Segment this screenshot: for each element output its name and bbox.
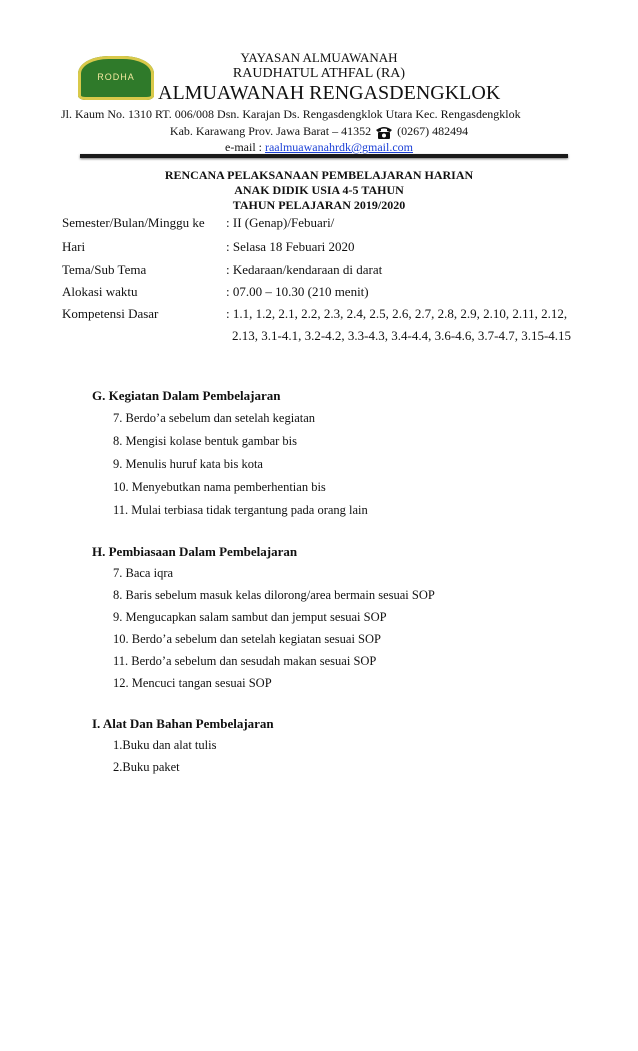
info-label: Hari: [62, 239, 86, 254]
email-label: e-mail :: [225, 140, 265, 154]
phone-number: (0267) 482494: [397, 124, 469, 138]
info-value-continued: 2.13, 3.1-4.1, 3.2-4.2, 3.3-4.3, 3.4-4.4, 3.6-4.6, 3.7-4.7, 3.15-4.15: [232, 328, 572, 343]
list-item: 7. Baca iqra: [113, 566, 174, 580]
info-value: : Selasa 18 Febuari 2020: [226, 239, 355, 254]
school-name: ALMUAWANAH RENGASDENGKLOK: [158, 82, 501, 104]
info-value: : Kedaraan/kendaraan di darat: [226, 262, 383, 277]
doc-title-line-2: ANAK DIDIK USIA 4-5 TAHUN: [234, 183, 404, 197]
info-value: : II (Genap)/Febuari/: [226, 215, 335, 230]
email-link[interactable]: raalmuawanahrdk@gmail.com: [264, 140, 413, 154]
list-item: 11. Mulai terbiasa tidak tergantung pada orang lain: [113, 503, 368, 517]
letterhead-divider: [80, 154, 568, 158]
email-line: [0, 140, 638, 155]
list-item: 11. Berdo’a sebelum dan sesudah makan sesuai SOP: [113, 654, 377, 668]
list-item: 1.Buku dan alat tulis: [113, 738, 217, 752]
list-item: 8. Baris sebelum masuk kelas dilorong/area bermain sesuai SOP: [113, 588, 435, 602]
info-label: Alokasi waktu: [62, 284, 138, 299]
list-item: 10. Menyebutkan nama pemberhentian bis: [113, 480, 326, 494]
section-heading: I. Alat Dan Bahan Pembelajaran: [92, 716, 274, 731]
foundation-name: YAYASAN ALMUAWANAH: [240, 50, 398, 65]
list-item: 9. Mengucapkan salam sambut dan jemput sesuai SOP: [113, 610, 387, 624]
section-heading: G. Kegiatan Dalam Pembelajaran: [92, 388, 281, 403]
list-item: 9. Menulis huruf kata bis kota: [113, 457, 263, 471]
list-item: 7. Berdo’a sebelum dan setelah kegiatan: [113, 411, 316, 425]
list-item: 10. Berdo’a sebelum dan setelah kegiatan sesuai SOP: [113, 632, 381, 646]
info-label: Semester/Bulan/Minggu ke: [62, 215, 205, 230]
address-line-1: Jl. Kaum No. 1310 RT. 006/008 Dsn. Karajan Ds. Rengasdengklok Utara Kec. Rengasdengklok: [61, 107, 521, 121]
phone-icon: [374, 125, 394, 139]
section-heading: H. Pembiasaan Dalam Pembelajaran: [92, 544, 298, 559]
info-value: : 07.00 – 10.30 (210 menit): [226, 284, 369, 299]
school-type: RAUDHATUL ATHFAL (RA): [232, 66, 406, 81]
logo-text: RODHA: [97, 72, 135, 82]
info-label: Kompetensi Dasar: [62, 306, 159, 321]
list-item: 12. Mencuci tangan sesuai SOP: [113, 676, 272, 690]
doc-title-line-3: TAHUN PELAJARAN 2019/2020: [232, 198, 406, 212]
doc-title-line-1: RENCANA PELAKSANAAN PEMBELAJARAN HARIAN: [164, 168, 474, 182]
list-item: 8. Mengisi kolase bentuk gambar bis: [113, 434, 297, 448]
info-value: : 1.1, 1.2, 2.1, 2.2, 2.3, 2.4, 2.5, 2.6, 2.7, 2.8, 2.9, 2.10, 2.11, 2.12,: [226, 306, 568, 321]
info-label: Tema/Sub Tema: [62, 262, 147, 277]
address-line-2: [0, 124, 638, 139]
list-item: 2.Buku paket: [113, 760, 180, 774]
address-region: Kab. Karawang Prov. Jawa Barat – 41352: [169, 124, 372, 138]
